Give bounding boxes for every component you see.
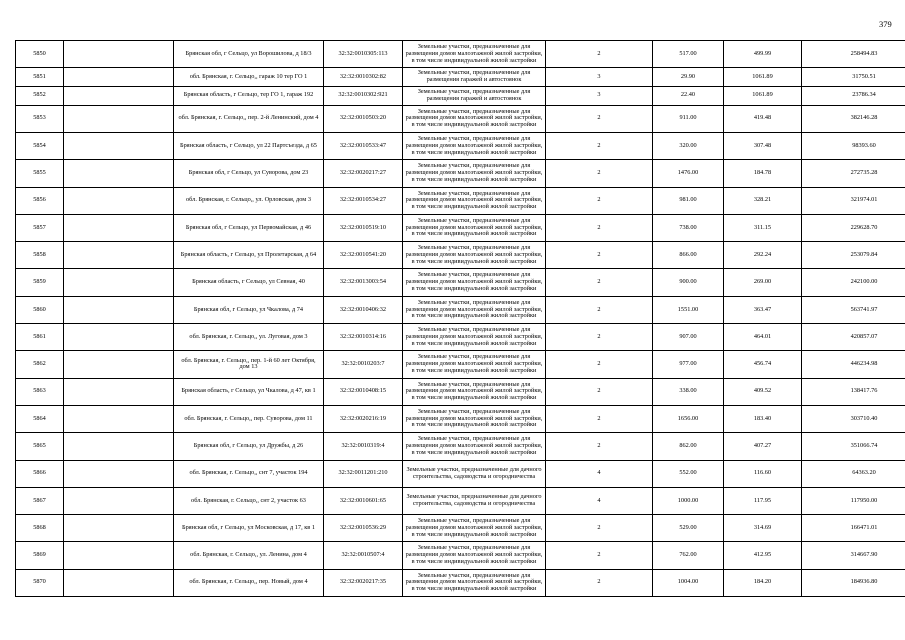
empty-cell [64, 542, 174, 569]
cadastral-value-cell: 23786.34 [802, 86, 905, 105]
cadastral-number-cell: 32:32:0010302:82 [324, 68, 403, 87]
group-cell: 2 [546, 187, 653, 214]
cadastral-number-cell: 32:32:0010601:65 [324, 487, 403, 514]
row-number-cell: 5863 [16, 378, 64, 405]
area-cell: 552.00 [653, 460, 724, 487]
empty-cell [64, 351, 174, 378]
group-cell: 4 [546, 487, 653, 514]
address-cell: обл. Брянская, г. Сельцо,, пер. 2-й Ленинский, дом 4 [174, 105, 324, 132]
table-row [16, 269, 905, 296]
cadastral-number-cell: 32:32:0020216:19 [324, 405, 403, 432]
land-use-cell: Земельные участки, предназначенные для размещения домов малоэтажной жилой застройки, в том числе индивидуальной жилой застройки [403, 351, 546, 378]
cadastral-value-cell: 31750.51 [802, 68, 905, 87]
area-cell: 977.00 [653, 351, 724, 378]
row-number-cell: 5868 [16, 515, 64, 542]
land-use-cell: Земельные участки, предназначенные для размещения домов малоэтажной жилой застройки, в том числе индивидуальной жилой застройки [403, 378, 546, 405]
empty-cell [64, 515, 174, 542]
cadastral-number-cell: 32:32:0010541:20 [324, 242, 403, 269]
cadastral-value-cell: 138417.76 [802, 378, 905, 405]
land-use-cell: Земельные участки, предназначенные для размещения домов малоэтажной жилой застройки, в том числе индивидуальной жилой застройки [403, 269, 546, 296]
row-number-cell: 5861 [16, 324, 64, 351]
land-use-cell: Земельные участки, предназначенные для размещения домов малоэтажной жилой застройки, в том числе индивидуальной жилой застройки [403, 433, 546, 460]
cadastral-number-cell: 32:32:0010305:113 [324, 41, 403, 68]
row-number-cell: 5859 [16, 269, 64, 296]
row-number-cell: 5860 [16, 296, 64, 323]
empty-cell [64, 68, 174, 87]
cadastral-value-cell: 272735.28 [802, 160, 905, 187]
row-number-cell: 5862 [16, 351, 64, 378]
row-number-cell: 5851 [16, 68, 64, 87]
group-cell: 2 [546, 569, 653, 596]
land-use-cell: Земельные участки, предназначенные для размещения гаражей и автостоянок [403, 86, 546, 105]
empty-cell [64, 296, 174, 323]
group-cell: 2 [546, 160, 653, 187]
address-cell: обл. Брянская, г. Сельцо,, пер. Новый, дом 4 [174, 569, 324, 596]
land-use-cell: Земельные участки, предназначенные для размещения домов малоэтажной жилой застройки, в том числе индивидуальной жилой застройки [403, 214, 546, 241]
unit-value-cell: 412.95 [724, 542, 802, 569]
land-use-cell: Земельные участки, предназначенные для размещения домов малоэтажной жилой застройки, в том числе индивидуальной жилой застройки [403, 296, 546, 323]
land-use-cell: Земельные участки, предназначенные для размещения домов малоэтажной жилой застройки, в том числе индивидуальной жилой застройки [403, 160, 546, 187]
address-cell: обл. Брянская, г. Сельцо,, снт 7, участок 194 [174, 460, 324, 487]
unit-value-cell: 409.52 [724, 378, 802, 405]
row-number-cell: 5869 [16, 542, 64, 569]
land-registry-table [15, 40, 905, 597]
cadastral-value-cell: 117950.00 [802, 487, 905, 514]
row-number-cell: 5870 [16, 569, 64, 596]
table-row [16, 41, 905, 68]
table-row [16, 460, 905, 487]
cadastral-value-cell: 258494.83 [802, 41, 905, 68]
land-use-cell: Земельные участки, предназначенные для размещения домов малоэтажной жилой застройки, в том числе индивидуальной жилой застройки [403, 187, 546, 214]
land-use-cell: Земельные участки, предназначенные для дачного строительства, садоводства и огородничества [403, 487, 546, 514]
table-row [16, 214, 905, 241]
cadastral-number-cell: 32:32:0010503:20 [324, 105, 403, 132]
table-row [16, 132, 905, 159]
address-cell: обл. Брянская, г. Сельцо,, снт 2, участок 63 [174, 487, 324, 514]
unit-value-cell: 292.24 [724, 242, 802, 269]
cadastral-value-cell: 321974.01 [802, 187, 905, 214]
cadastral-value-cell: 229628.70 [802, 214, 905, 241]
empty-cell [64, 214, 174, 241]
cadastral-number-cell: 32:32:0010519:10 [324, 214, 403, 241]
unit-value-cell: 184.20 [724, 569, 802, 596]
group-cell: 2 [546, 105, 653, 132]
group-cell: 2 [546, 214, 653, 241]
cadastral-value-cell: 98393.60 [802, 132, 905, 159]
empty-cell [64, 378, 174, 405]
cadastral-value-cell: 446234.98 [802, 351, 905, 378]
group-cell: 3 [546, 68, 653, 87]
cadastral-number-cell: 32:32:0010314:16 [324, 324, 403, 351]
address-cell: обл. Брянская, г. Сельцо,, ул. Ленина, дом 4 [174, 542, 324, 569]
address-cell: Брянская обл, г Сельцо, ул Дружбы, д 26 [174, 433, 324, 460]
cadastral-number-cell: 32:32:0010408:15 [324, 378, 403, 405]
group-cell: 2 [546, 405, 653, 432]
cadastral-value-cell: 351066.74 [802, 433, 905, 460]
area-cell: 738.00 [653, 214, 724, 241]
address-cell: Брянская обл, г Сельцо, ул Чкалова, д 74 [174, 296, 324, 323]
address-cell: обл. Брянская, г. Сельцо,, гараж 10 тер ГО 1 [174, 68, 324, 87]
address-cell: Брянская область, г Сельцо, ул Севная, 40 [174, 269, 324, 296]
unit-value-cell: 116.60 [724, 460, 802, 487]
area-cell: 517.00 [653, 41, 724, 68]
address-cell: Брянская обл, г Сельцо, ул Первомайская, д 46 [174, 214, 324, 241]
unit-value-cell: 311.15 [724, 214, 802, 241]
table-row [16, 68, 905, 87]
row-number-cell: 5867 [16, 487, 64, 514]
table-row [16, 105, 905, 132]
unit-value-cell: 1061.89 [724, 86, 802, 105]
table-row [16, 487, 905, 514]
unit-value-cell: 499.99 [724, 41, 802, 68]
cadastral-value-cell: 314667.90 [802, 542, 905, 569]
row-number-cell: 5866 [16, 460, 64, 487]
group-cell: 2 [546, 433, 653, 460]
land-use-cell: Земельные участки, предназначенные для дачного строительства, садоводства и огородничества [403, 460, 546, 487]
cadastral-value-cell: 420857.07 [802, 324, 905, 351]
empty-cell [64, 433, 174, 460]
area-cell: 1476.00 [653, 160, 724, 187]
table-row [16, 378, 905, 405]
unit-value-cell: 407.27 [724, 433, 802, 460]
empty-cell [64, 132, 174, 159]
group-cell: 2 [546, 132, 653, 159]
area-cell: 866.00 [653, 242, 724, 269]
empty-cell [64, 86, 174, 105]
area-cell: 529.00 [653, 515, 724, 542]
land-use-cell: Земельные участки, предназначенные для размещения домов малоэтажной жилой застройки, в том числе индивидуальной жилой застройки [403, 105, 546, 132]
table-row [16, 86, 905, 105]
area-cell: 911.00 [653, 105, 724, 132]
row-number-cell: 5850 [16, 41, 64, 68]
empty-cell [64, 569, 174, 596]
cadastral-number-cell: 32:32:0010507:4 [324, 542, 403, 569]
unit-value-cell: 456.74 [724, 351, 802, 378]
table-row [16, 187, 905, 214]
group-cell: 2 [546, 351, 653, 378]
unit-value-cell: 269.00 [724, 269, 802, 296]
cadastral-number-cell: 32:32:0013003:54 [324, 269, 403, 296]
table-row [16, 242, 905, 269]
address-cell: обл. Брянская, г. Сельцо,, пер. 1-й 60 лет Октября, дом 13 [174, 351, 324, 378]
group-cell: 2 [546, 242, 653, 269]
cadastral-number-cell: 32:32:0010536:29 [324, 515, 403, 542]
table-row [16, 296, 905, 323]
area-cell: 1000.00 [653, 487, 724, 514]
cadastral-number-cell: 32:32:0011201:210 [324, 460, 403, 487]
cadastral-value-cell: 563741.97 [802, 296, 905, 323]
cadastral-value-cell: 253079.84 [802, 242, 905, 269]
cadastral-number-cell: 32:32:0010319:4 [324, 433, 403, 460]
area-cell: 1551.00 [653, 296, 724, 323]
cadastral-value-cell: 242100.00 [802, 269, 905, 296]
empty-cell [64, 405, 174, 432]
table-row [16, 433, 905, 460]
address-cell: Брянская область, г Сельцо, тер ГО 1, гараж 192 [174, 86, 324, 105]
unit-value-cell: 419.48 [724, 105, 802, 132]
unit-value-cell: 1061.89 [724, 68, 802, 87]
empty-cell [64, 487, 174, 514]
area-cell: 900.00 [653, 269, 724, 296]
empty-cell [64, 41, 174, 68]
group-cell: 2 [546, 515, 653, 542]
area-cell: 907.00 [653, 324, 724, 351]
cadastral-number-cell: 32:32:0020217:27 [324, 160, 403, 187]
cadastral-number-cell: 32:32:0010533:47 [324, 132, 403, 159]
unit-value-cell: 363.47 [724, 296, 802, 323]
cadastral-value-cell: 184936.80 [802, 569, 905, 596]
cadastral-number-cell: 32:32:0010203:7 [324, 351, 403, 378]
empty-cell [64, 242, 174, 269]
table-row [16, 160, 905, 187]
area-cell: 338.00 [653, 378, 724, 405]
cadastral-number-cell: 32:32:0020217:35 [324, 569, 403, 596]
table-row [16, 324, 905, 351]
empty-cell [64, 160, 174, 187]
area-cell: 320.00 [653, 132, 724, 159]
row-number-cell: 5858 [16, 242, 64, 269]
table-row [16, 542, 905, 569]
cadastral-number-cell: 32:32:0010534:27 [324, 187, 403, 214]
table-body [16, 41, 905, 597]
group-cell: 2 [546, 296, 653, 323]
address-cell: Брянская область, г Сельцо, ул Чкалова, д 47, кв 1 [174, 378, 324, 405]
row-number-cell: 5864 [16, 405, 64, 432]
land-use-cell: Земельные участки, предназначенные для размещения домов малоэтажной жилой застройки, в том числе индивидуальной жилой застройки [403, 41, 546, 68]
address-cell: обл. Брянская, г. Сельцо,, ул. Орловская, дом 3 [174, 187, 324, 214]
address-cell: обл. Брянская, г. Сельцо,, ул. Луговая, дом 3 [174, 324, 324, 351]
area-cell: 862.00 [653, 433, 724, 460]
row-number-cell: 5854 [16, 132, 64, 159]
unit-value-cell: 328.21 [724, 187, 802, 214]
cadastral-value-cell: 382146.28 [802, 105, 905, 132]
table-row [16, 351, 905, 378]
land-use-cell: Земельные участки, предназначенные для размещения гаражей и автостоянок [403, 68, 546, 87]
empty-cell [64, 269, 174, 296]
table-row [16, 515, 905, 542]
row-number-cell: 5856 [16, 187, 64, 214]
table-row [16, 569, 905, 596]
unit-value-cell: 314.69 [724, 515, 802, 542]
group-cell: 4 [546, 460, 653, 487]
area-cell: 981.00 [653, 187, 724, 214]
land-use-cell: Земельные участки, предназначенные для размещения домов малоэтажной жилой застройки, в том числе индивидуальной жилой застройки [403, 515, 546, 542]
land-use-cell: Земельные участки, предназначенные для размещения домов малоэтажной жилой застройки, в том числе индивидуальной жилой застройки [403, 324, 546, 351]
cadastral-value-cell: 64363.20 [802, 460, 905, 487]
address-cell: Брянская обл, г Сельцо, ул Московская, д 17, кв 1 [174, 515, 324, 542]
table-row [16, 405, 905, 432]
cadastral-value-cell: 166471.01 [802, 515, 905, 542]
area-cell: 762.00 [653, 542, 724, 569]
address-cell: Брянская обл, г Сельцо, ул Ворошилова, д 18/3 [174, 41, 324, 68]
address-cell: Брянская обл, г Сельцо, ул Суворова, дом 23 [174, 160, 324, 187]
empty-cell [64, 324, 174, 351]
row-number-cell: 5853 [16, 105, 64, 132]
empty-cell [64, 187, 174, 214]
row-number-cell: 5865 [16, 433, 64, 460]
unit-value-cell: 184.78 [724, 160, 802, 187]
area-cell: 22.40 [653, 86, 724, 105]
land-use-cell: Земельные участки, предназначенные для размещения домов малоэтажной жилой застройки, в том числе индивидуальной жилой застройки [403, 405, 546, 432]
empty-cell [64, 105, 174, 132]
address-cell: обл. Брянская, г. Сельцо,, пер. Суворова, дом 11 [174, 405, 324, 432]
group-cell: 2 [546, 378, 653, 405]
page-number: 379 [879, 19, 892, 29]
address-cell: Брянская область, г Сельцо, ул Пролетарская, д 64 [174, 242, 324, 269]
cadastral-value-cell: 303710.40 [802, 405, 905, 432]
row-number-cell: 5857 [16, 214, 64, 241]
cadastral-number-cell: 32:32:0010406:32 [324, 296, 403, 323]
unit-value-cell: 117.95 [724, 487, 802, 514]
land-use-cell: Земельные участки, предназначенные для размещения домов малоэтажной жилой застройки, в том числе индивидуальной жилой застройки [403, 569, 546, 596]
area-cell: 1004.00 [653, 569, 724, 596]
group-cell: 2 [546, 324, 653, 351]
group-cell: 2 [546, 41, 653, 68]
row-number-cell: 5852 [16, 86, 64, 105]
group-cell: 2 [546, 542, 653, 569]
address-cell: Брянская область, г Сельцо, ул 22 Партсъезда, д 65 [174, 132, 324, 159]
unit-value-cell: 464.01 [724, 324, 802, 351]
group-cell: 3 [546, 86, 653, 105]
area-cell: 1656.00 [653, 405, 724, 432]
area-cell: 29.90 [653, 68, 724, 87]
land-use-cell: Земельные участки, предназначенные для размещения домов малоэтажной жилой застройки, в том числе индивидуальной жилой застройки [403, 542, 546, 569]
empty-cell [64, 460, 174, 487]
land-use-cell: Земельные участки, предназначенные для размещения домов малоэтажной жилой застройки, в том числе индивидуальной жилой застройки [403, 242, 546, 269]
unit-value-cell: 183.40 [724, 405, 802, 432]
unit-value-cell: 307.48 [724, 132, 802, 159]
row-number-cell: 5855 [16, 160, 64, 187]
cadastral-number-cell: 32:32:0010302:921 [324, 86, 403, 105]
land-use-cell: Земельные участки, предназначенные для размещения домов малоэтажной жилой застройки, в том числе индивидуальной жилой застройки [403, 132, 546, 159]
group-cell: 2 [546, 269, 653, 296]
